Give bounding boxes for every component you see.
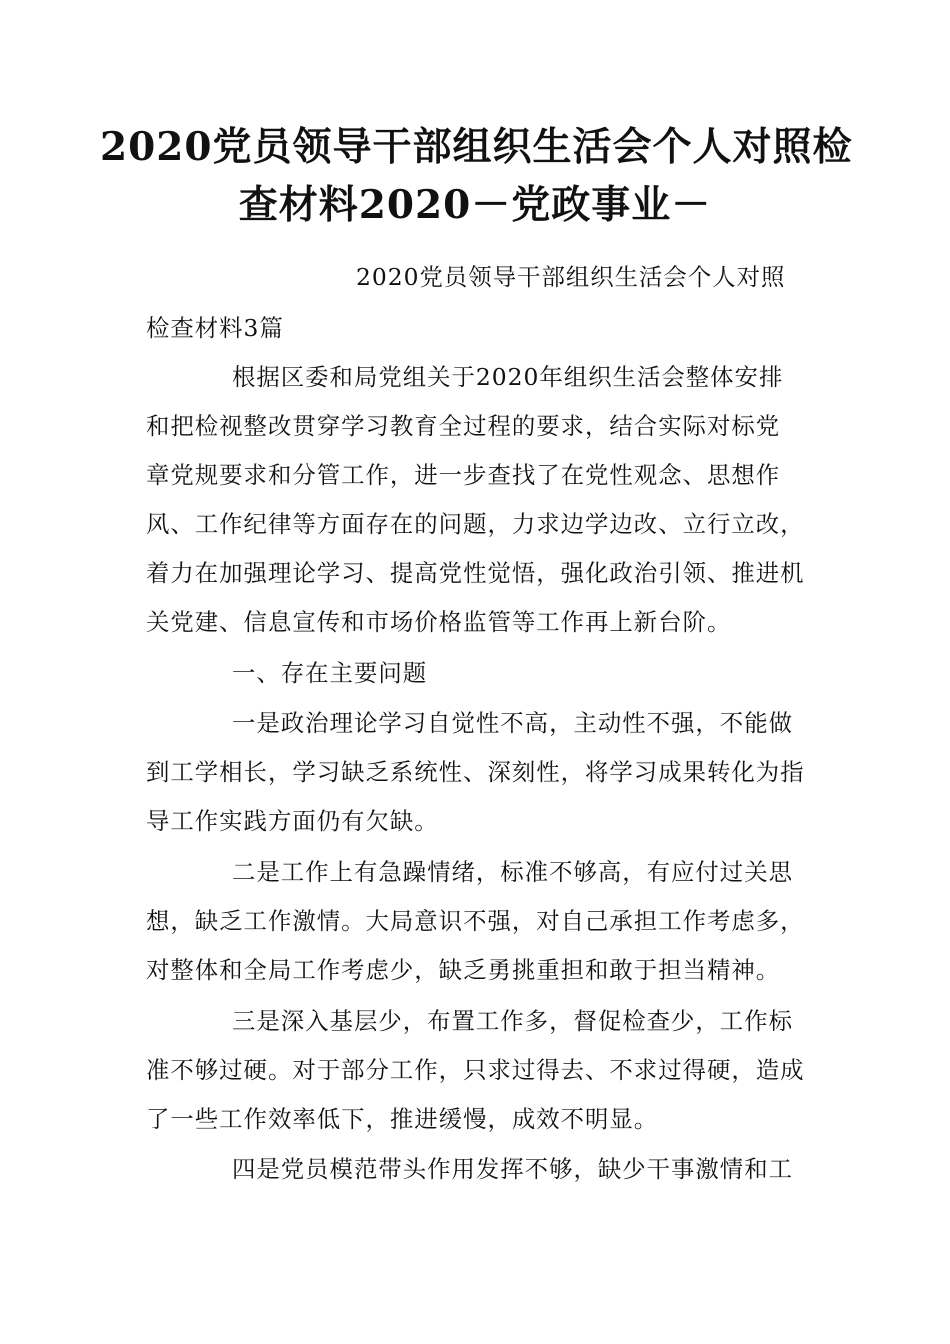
subtitle-line-2: 检查材料3篇 [146,314,284,342]
point2-line-3: 对整体和全局工作考虑少，缺乏勇挑重担和敢于担当精神。 [146,956,781,984]
intro-line-3: 章党规要求和分管工作，进一步查找了在党性观念、思想作 [146,461,781,489]
point2-line-1: 二是工作上有急躁情绪，标准不够高，有应付过关思 [232,858,793,886]
intro-line-1: 根据区委和局党组关于2020年组织生活会整体安排 [232,363,784,391]
point4-line-1: 四是党员模范带头作用发挥不够，缺少干事激情和工 [232,1155,793,1183]
point2-line-2: 想，缺乏工作激情。大局意识不强，对自己承担工作考虑多， [146,907,805,935]
intro-line-2: 和把检视整改贯穿学习教育全过程的要求，结合实际对标党 [146,412,781,440]
section-heading: 一、存在主要问题 [232,659,428,687]
point3-line-3: 了一些工作效率低下，推进缓慢，成效不明显。 [146,1105,659,1133]
intro-line-6: 关党建、信息宣传和市场价格监管等工作再上新台阶。 [146,608,732,636]
document-title-line-2: 查材料2020－党政事业－ [238,182,712,228]
document-title-line-1: 2020党员领导干部组织生活会个人对照检 [100,124,853,170]
point1-line-1: 一是政治理论学习自觉性不高，主动性不强，不能做 [232,709,793,737]
point1-line-2: 到工学相长，学习缺乏系统性、深刻性，将学习成果转化为指 [146,758,805,786]
point1-line-3: 导工作实践方面仍有欠缺。 [146,807,439,835]
point3-line-2: 准不够过硬。对于部分工作，只求过得去、不求过得硬，造成 [146,1056,805,1084]
intro-line-4: 风、工作纪律等方面存在的问题，力求边学边改、立行立改， [146,510,805,538]
subtitle-line-1: 2020党员领导干部组织生活会个人对照 [356,263,786,291]
intro-line-5: 着力在加强理论学习、提高党性觉悟，强化政治引领、推进机 [146,559,805,587]
point3-line-1: 三是深入基层少，布置工作多，督促检查少，工作标 [232,1007,793,1035]
